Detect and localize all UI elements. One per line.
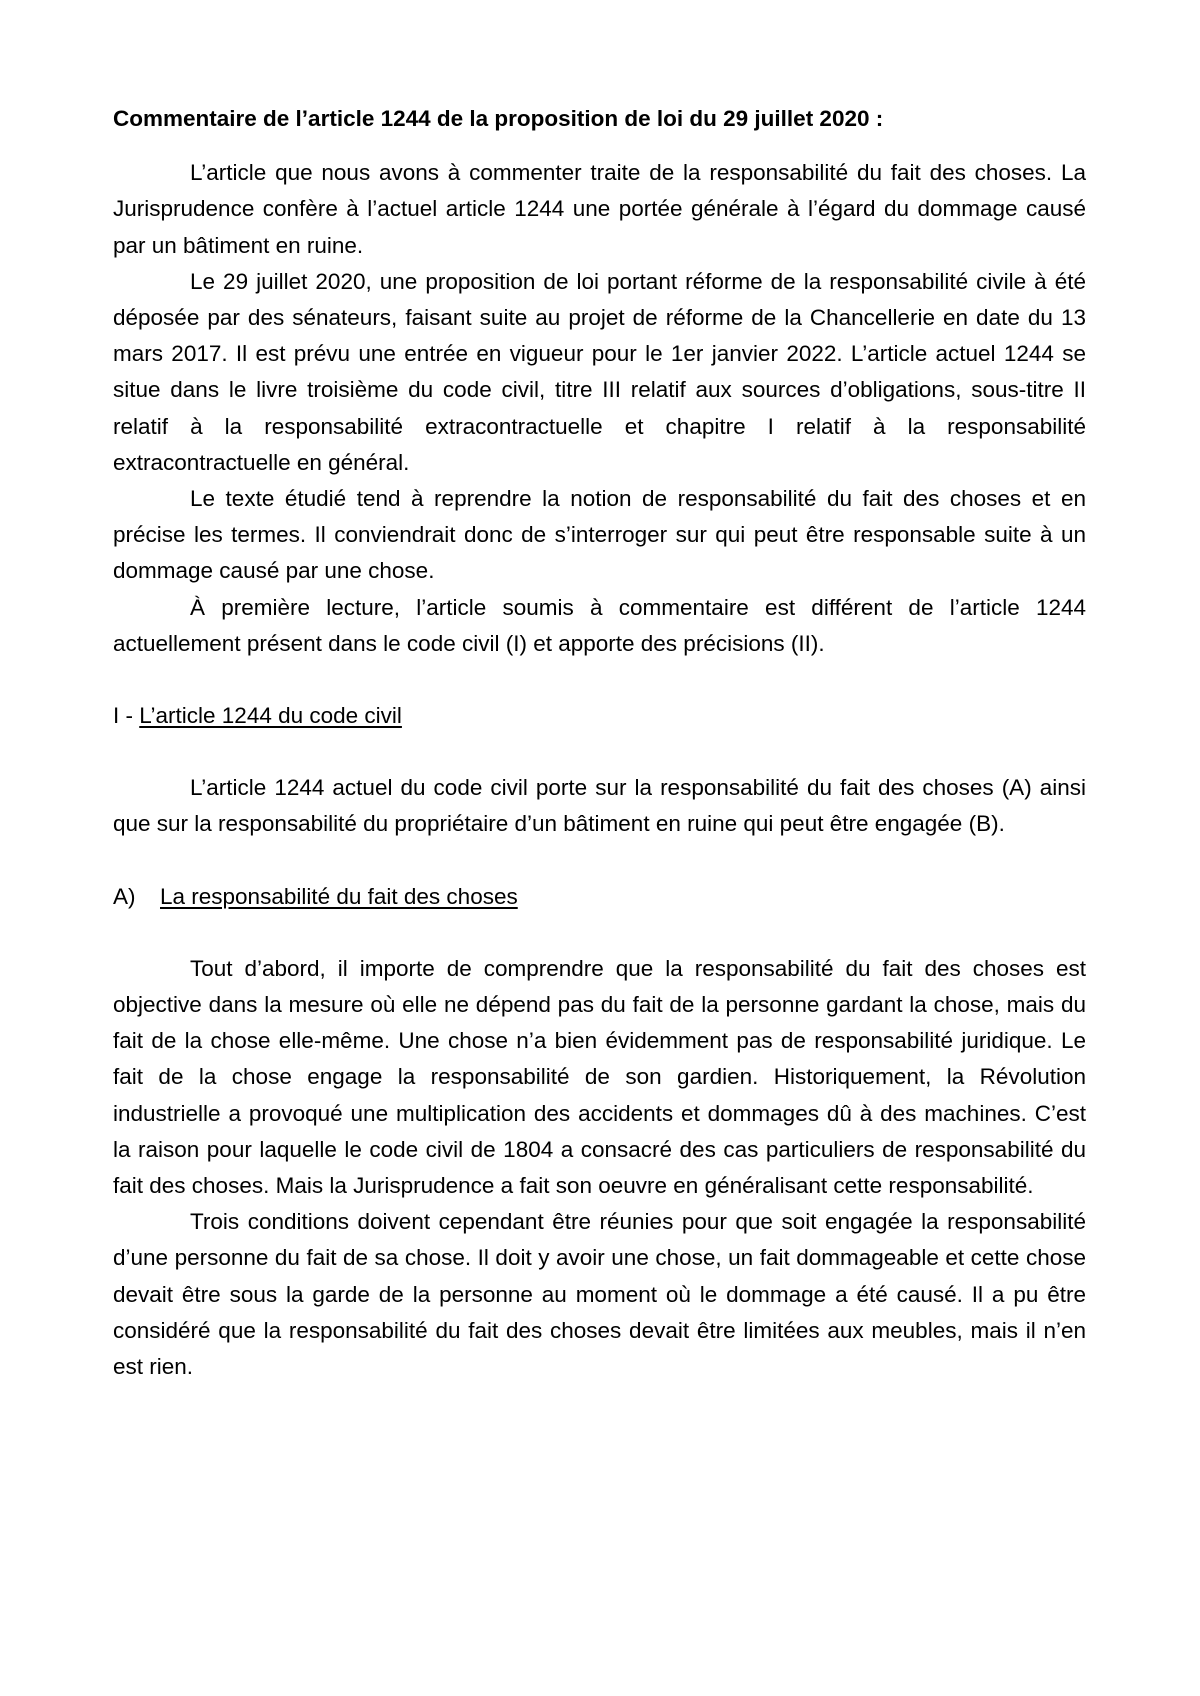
part-1-title: L’article 1244 du code civil	[139, 703, 402, 729]
part-1-heading	[113, 698, 1086, 734]
document-page	[113, 101, 1086, 1385]
part-1-prefix: I -	[113, 703, 140, 729]
intro-paragraph-3: Le texte étudié tend à reprendre la notion de responsabilité du fait des choses et en précise les termes. Il conviendrait donc de s’interroger sur qui peut être responsable suite à un dommage causé par une chose.	[113, 486, 1086, 584]
section-a-paragraph-1: Tout d’abord, il importe de comprendre que la responsabilité du fait des choses est objective dans la mesure où elle ne dépend pas du fait de la personne gardant la chose, mais du fait de la chose elle-même. Une chose n’a bien évidemment pas de responsabilité juridique. Le fait de la chose engage la responsabilité de son gardien. Historiquement, la Révolution industrielle a provoqué une multiplication des accidents et dommages dû à des machines. C’est la raison pour laquelle le code civil de 1804 a consacré des cas particuliers de responsabilité du fait des choses. Mais la Jurisprudence a fait son oeuvre en généralisant cette responsabilité.	[113, 955, 1086, 1199]
part-1-paragraph: L’article 1244 actuel du code civil porte sur la responsabilité du fait des choses (A) ainsi que sur la responsabilité du propriétaire d’un bâtiment en ruine qui peut être engagée (B).	[113, 775, 1086, 837]
section-a-title: La responsabilité du fait des choses	[160, 883, 518, 909]
section-a-heading	[113, 879, 1086, 915]
intro-paragraph-4: À première lecture, l’article soumis à commentaire est différent de l’article 1244 actuellement présent dans le code civil (I) et apporte des précisions (II).	[113, 594, 1086, 656]
intro-paragraph-1: L’article que nous avons à commenter traite de la responsabilité du fait des choses. La Jurisprudence confère à l’actuel article 1244 une portée générale à l’égard du dommage causé par un bâtiment en ruine.	[113, 160, 1086, 258]
section-a-letter: A)	[113, 883, 136, 909]
intro-paragraph-2: Le 29 juillet 2020, une proposition de loi portant réforme de la responsabilité civile à été déposée par des sénateurs, faisant suite au projet de réforme de la Chancellerie en date du 13 mars 2017. Il est prévu une entrée en vigueur pour le 1er janvier 2022. L’article actuel 1244 se situe dans le livre troisième du code civil, titre III relatif aux sources d’obligations, sous-titre II relatif à la responsabilité extracontractuelle et chapitre I relatif à la responsabilité extracontractuelle en général.	[113, 268, 1086, 475]
section-a-paragraph-2: Trois conditions doivent cependant être réunies pour que soit engagée la responsabilité d’une personne du fait de sa chose. Il doit y avoir une chose, un fait dommageable et cette chose devait être sous la garde de la personne au moment où le dommage a été causé. Il a pu être considéré que la responsabilité du fait des choses devait être limitées aux meubles, mais il n’en est rien.	[113, 1209, 1086, 1380]
document-title: Commentaire de l’article 1244 de la proposition de loi du 29 juillet 2020 :	[113, 106, 884, 131]
